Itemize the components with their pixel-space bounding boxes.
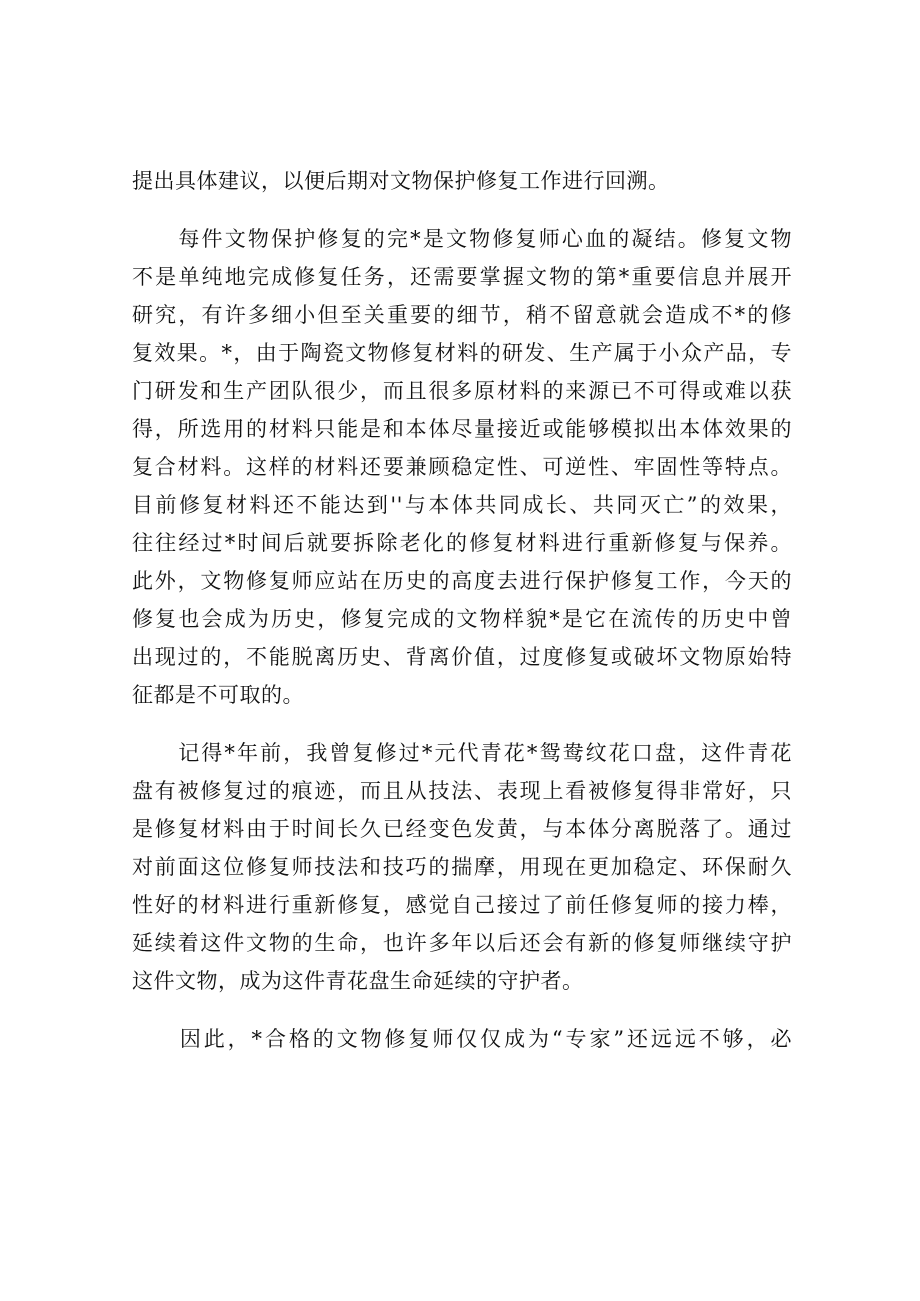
text-line: 延续着这件文物的生命，也许多年以后还会有新的修复师继续守护 (132, 931, 792, 955)
text-line: 得，所选用的材料只能是和本体尽量接近或能够模拟出本体效果的 (132, 417, 792, 441)
text-line: 出现过的，不能脱离历史、背离价值，过度修复或破坏文物原始特 (132, 645, 792, 669)
paragraph-4 (132, 1020, 792, 1058)
text-line: 这件文物，成为这件青花盘生命延续的守护者。 (132, 969, 584, 993)
text-line: 往往经过*时间后就要拆除老化的修复材料进行重新修复与保养。 (132, 531, 792, 555)
text-line: 不是单纯地完成修复任务，还需要掌握文物的第*重要信息并展开 (132, 265, 792, 289)
text-line: 盘有被修复过的痕迹，而且从技法、表现上看被修复得非常好，只 (132, 779, 792, 803)
paragraph-1 (132, 162, 792, 200)
text-line: 修复也会成为历史，修复完成的文物样貌*是它在流传的历史中曾 (132, 607, 792, 631)
text-line: 复效果。*，由于陶瓷文物修复材料的研发、生产属于小众产品，专 (132, 341, 792, 365)
text-line: 门研发和生产团队很少，而且很多原材料的来源已不可得或难以获 (132, 379, 792, 403)
document-body (132, 162, 792, 1058)
text-line: 对前面这位修复师技法和技巧的揣摩，用现在更加稳定、环保耐久 (132, 855, 792, 879)
text-line: 征都是不可取的。 (132, 683, 304, 707)
paragraph-3 (132, 734, 792, 1000)
text-line: 性好的材料进行重新修复，感觉自己接过了前任修复师的接力棒， (132, 893, 792, 917)
text-line: 此外，文物修复师应站在历史的高度去进行保护修复工作，今天的 (132, 569, 792, 593)
text-line: 是修复材料由于时间长久已经变色发黄，与本体分离脱落了。通过 (132, 817, 792, 841)
text-line: 因此，*合格的文物修复师仅仅成为“专家”还远远不够，必 (132, 1027, 792, 1051)
text-line: 每件文物保护修复的完*是文物修复师心血的凝结。修复文物 (132, 227, 792, 251)
text-line: 研究，有许多细小但至关重要的细节，稍不留意就会造成不*的修 (132, 303, 792, 327)
text-line: 目前修复材料还不能达到''与本体共同成长、共同灭亡”的效果， (132, 493, 792, 517)
paragraph-2 (132, 220, 792, 714)
text-line: 记得*年前，我曾复修过*元代青花*鸳鸯纹花口盘，这件青花 (132, 741, 792, 765)
text-line: 提出具体建议，以便后期对文物保护修复工作进行回溯。 (132, 169, 670, 193)
text-line: 复合材料。这样的材料还要兼顾稳定性、可逆性、牢固性等特点。 (132, 455, 792, 479)
